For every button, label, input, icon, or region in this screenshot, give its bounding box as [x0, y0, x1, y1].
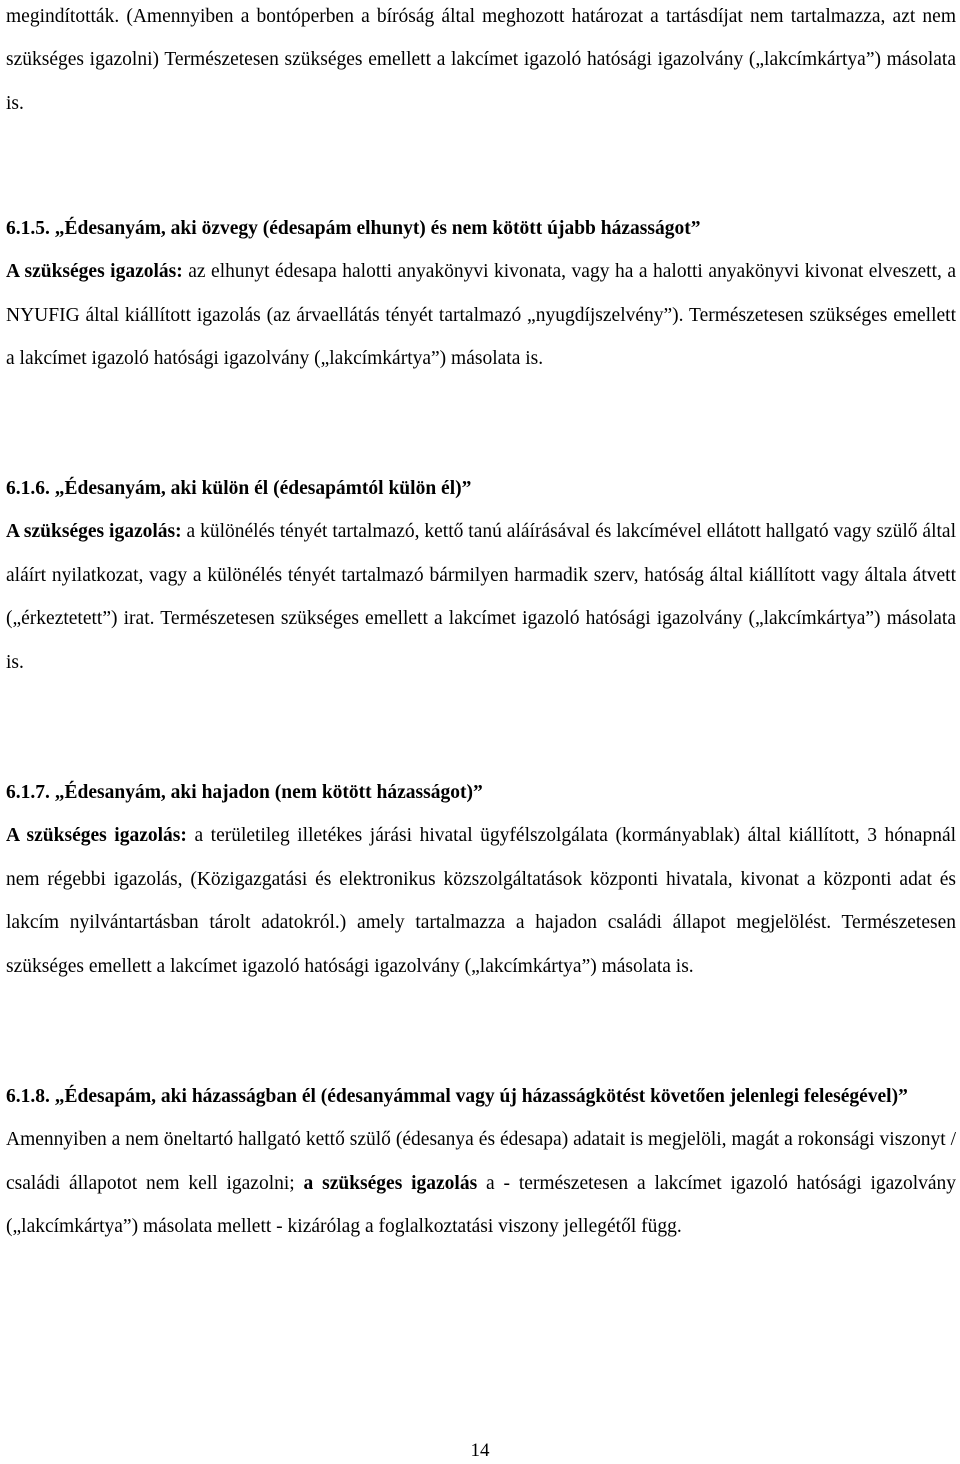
section-number: 6.1.7.: [6, 782, 50, 803]
section-heading: [6, 771, 956, 814]
section-title: „Édesapám, aki házasságban él (édesanyámmal vagy új házasságkötést követően jelenlegi feleségével)”: [54, 1086, 908, 1107]
required-certificate-label: A szükséges igazolás:: [6, 261, 183, 283]
section-body: [6, 814, 956, 988]
section-body-text-before: Amennyiben a nem öneltartó hallgató kettő szülő (édesanya és édesapa) adatait is megjelöli, magát a rokonsági viszonyt / családi állapotot nem kell igazolni;: [6, 1129, 956, 1194]
section-6-1-5: [6, 207, 956, 381]
section-body-text: az elhunyt édesapa halotti anyakönyvi kivonata, vagy ha a halotti anyakönyvi kivonat elveszett, a NYUFIG által kiállított igazolás (az árvaellátás tényét tartalmazó „nyugdíjszelvény”). Természetesen szükséges emellett a lakcímet igazoló hatósági igazolvány („lakcímkártya”) másolata is.: [6, 261, 957, 370]
section-title: „Édesanyám, aki külön él (édesapámtól külön él)”: [54, 478, 472, 499]
section-number: 6.1.8.: [6, 1086, 50, 1107]
section-6-1-8: [6, 1075, 956, 1249]
required-certificate-label: a szükséges igazolás: [303, 1172, 478, 1194]
section-6-1-6: [6, 467, 956, 684]
section-body-text: a területileg illetékes járási hivatal ügyfélszolgálata (kormányablak) által kiállított, 3 hónapnál nem régebbi igazolás, (Közigazgatási és elektronikus közszolgáltatások központi hivatala, kivonat a központi adat és lakcím nyilvántartásban tárolt adatokról.) amely tartalmazza a hajadon családi állapot megjelölést. Természetesen szükséges emellett a lakcímet igazoló hatósági igazolvány („lakcímkártya”) másolata is.: [6, 825, 957, 977]
section-number: 6.1.5.: [6, 218, 50, 239]
section-title: „Édesanyám, aki hajadon (nem kötött házasságot)”: [54, 782, 483, 803]
required-certificate-label: A szükséges igazolás:: [6, 521, 182, 543]
section-number: 6.1.6.: [6, 478, 50, 499]
required-certificate-label: A szükséges igazolás:: [6, 825, 187, 847]
section-heading: [6, 467, 956, 510]
section-body-text: a különélés tényét tartalmazó, kettő tanú aláírásával és lakcímével ellátott hallgató vagy szülő által aláírt nyilatkozat, vagy a különélés tényét tartalmazó bármilyen harmadik szerv, hatóság által kiállított vagy általa átvett („érkeztetett”) irat. Természetesen szükséges emellett a lakcímet igazoló hatósági igazolvány („lakcímkártya”) másolata is.: [6, 521, 956, 673]
section-body: [6, 510, 956, 684]
page-number: 14: [470, 1440, 490, 1461]
section-heading: [6, 1075, 956, 1118]
section-body: [6, 1118, 956, 1248]
section-title: „Édesanyám, aki özvegy (édesapám elhunyt) és nem kötött újabb házasságot”: [54, 218, 701, 239]
section-body-text-after: a - természetesen a lakcímet igazoló hatósági igazolvány („lakcímkártya”) másolata mellett - kizárólag a foglalkoztatási viszony jellegétől függ.: [6, 1172, 957, 1238]
section-body: [6, 250, 956, 380]
section-6-1-7: [6, 771, 956, 988]
section-heading: [6, 207, 956, 250]
intro-paragraph: megindították. (Amennyiben a bontóperben a bíróság által meghozott határozat a tartásdíjat nem tartalmazza, azt nem szükséges igazolni) Természetesen szükséges emellett a lakcímet igazoló hatósági igazolvány („lakcímkártya”) másolata is.: [6, 6, 956, 114]
